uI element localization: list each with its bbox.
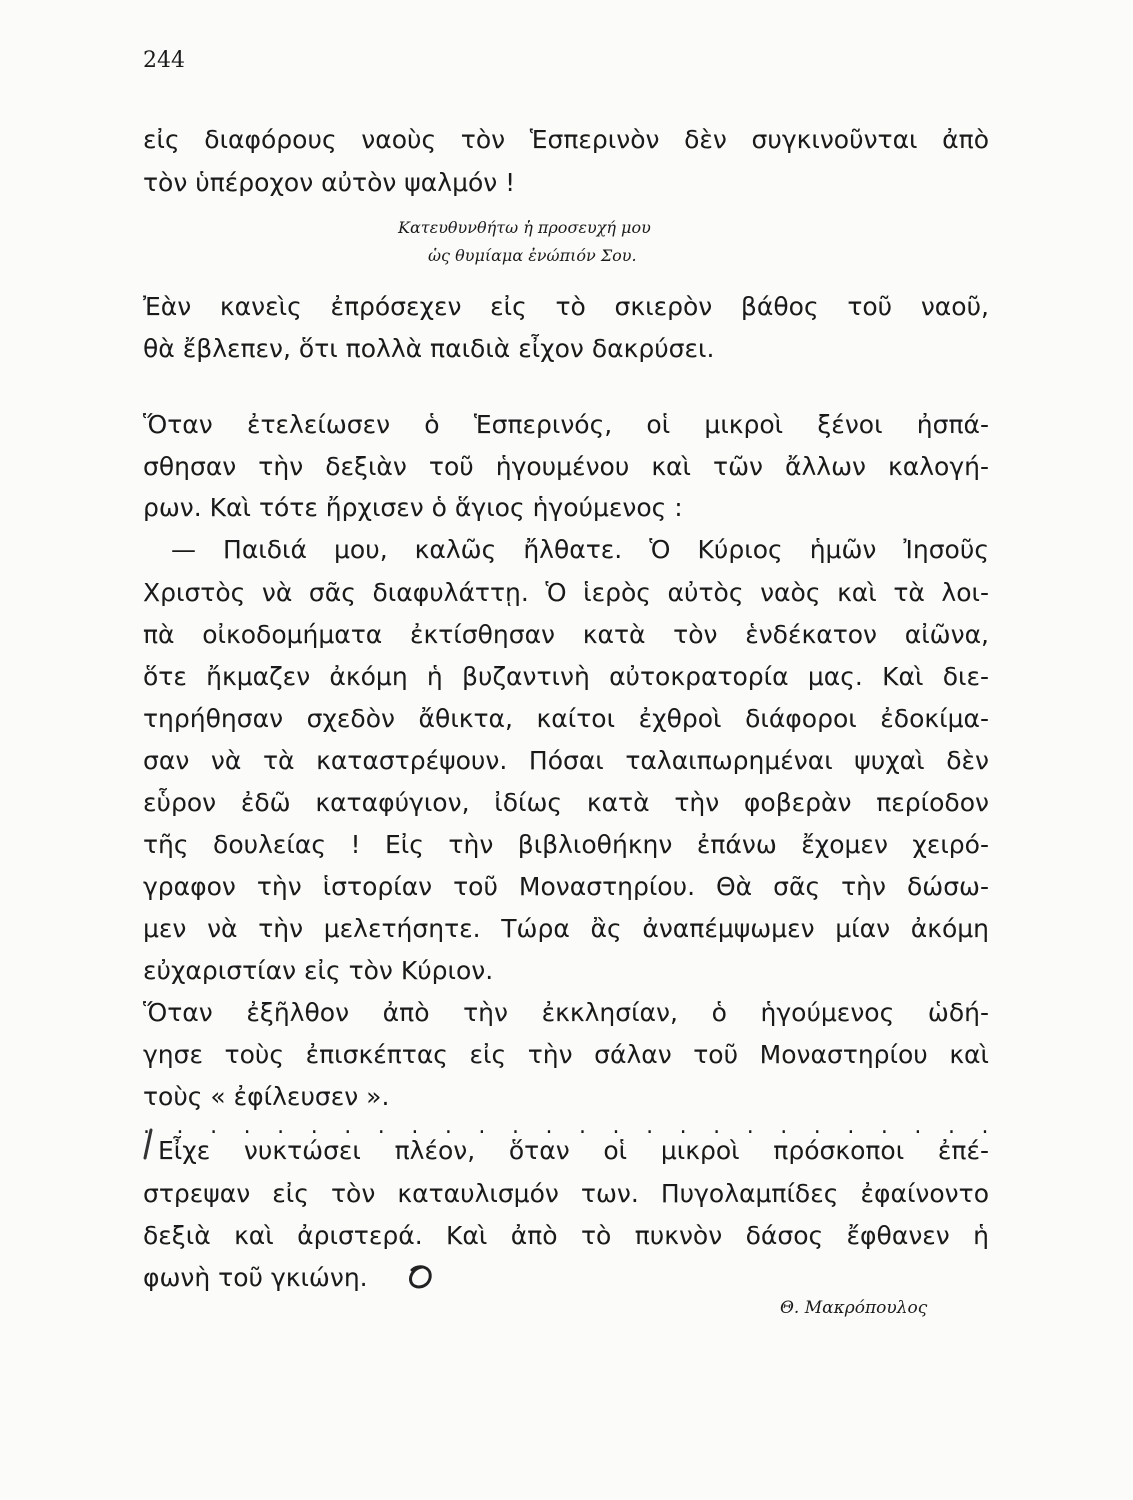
text-line: γησε τοὺς ἐπισκέπτας εἰς τὴν σάλαν τοῦ Μοναστηρίου καὶ bbox=[143, 1040, 989, 1069]
verse-line: ὡς θυμίαμα ἐνώπιόν Σου. bbox=[428, 246, 637, 265]
text-line: εὐχαριστίαν εἰς τὸν Κύριον. bbox=[143, 956, 494, 985]
text-line: τῆς δουλείας ! Εἰς τὴν βιβλιοθήκην ἐπάνω ἔχομεν χειρό- bbox=[143, 830, 989, 859]
text-line: φωνὴ τοῦ γκιώνη. bbox=[143, 1263, 368, 1292]
text-line: στρεψαν εἰς τὸν καταυλισμόν των. Πυγολαμπίδες ἐφαίνοντο bbox=[143, 1179, 989, 1208]
text-line: εἰς διαφόρους ναοὺς τὸν Ἑσπερινὸν δὲν συγκινοῦνται ἀπὸ bbox=[143, 125, 989, 154]
text-line: εὗρον ἐδῶ καταφύγιον, ἰδίως κατὰ τὴν φοβερὰν περίοδον bbox=[143, 788, 989, 817]
text-line: τοὺς « ἐφίλευσεν ». bbox=[143, 1082, 390, 1111]
text-line: Ἐὰν κανεὶς ἐπρόσεχεν εἰς τὸ σκιερὸν βάθος τοῦ ναοῦ, bbox=[143, 292, 989, 321]
text-line: τηρήθησαν σχεδὸν ἄθικτα, καίτοι ἐχθροὶ διάφοροι ἐδοκίμα- bbox=[143, 704, 989, 733]
text-line: δεξιὰ καὶ ἀριστερά. Καὶ ἀπὸ τὸ πυκνὸν δάσος ἔφθανεν ἡ bbox=[143, 1221, 989, 1250]
text-line: θὰ ἔβλεπεν, ὅτι πολλὰ παιδιὰ εἶχον δακρύσει. bbox=[143, 334, 715, 363]
text-line: ὅτε ἤκμαζεν ἀκόμη ἡ βυζαντινὴ αὐτοκρατορία μας. Καὶ διε- bbox=[143, 662, 989, 691]
text-line: Ὅταν ἐξῆλθον ἀπὸ τὴν ἐκκλησίαν, ὁ ἡγούμενος ὡδή- bbox=[143, 998, 989, 1027]
text-line: μεν νὰ τὴν μελετήσητε. Τώρα ἂς ἀναπέμψωμεν μίαν ἀκόμη bbox=[143, 914, 989, 943]
text-line: Ὅταν ἐτελείωσεν ὁ Ἑσπερινός, οἱ μικροὶ ξένοι ἠσπά- bbox=[143, 410, 989, 439]
text-line: σαν νὰ τὰ καταστρέψουν. Πόσαι ταλαιπωρημέναι ψυχαὶ δὲν bbox=[143, 746, 989, 775]
text-line: τὸν ὑπέροχον αὐτὸν ψαλμόν ! bbox=[143, 168, 516, 197]
author-signature: Θ. Μακρόπουλος bbox=[780, 1298, 928, 1318]
ellipsis-row: . . . . . . . . . . . . . . . . . . . . . . . . . . bbox=[143, 1114, 989, 1139]
text-line: γραφον τὴν ἱστορίαν τοῦ Μοναστηρίου. Θὰ σᾶς τὴν δώσω- bbox=[143, 872, 989, 901]
text-line: — Παιδιά μου, καλῶς ἤλθατε. Ὁ Κύριος ἡμῶν Ἰησοῦς bbox=[171, 535, 989, 564]
text-line: σθησαν τὴν δεξιὰν τοῦ ἡγουμένου καὶ τῶν ἄλλων καλογή- bbox=[143, 452, 989, 481]
text-line: Χριστὸς νὰ σᾶς διαφυλάττῃ. Ὁ ἱερὸς αὐτὸς ναὸς καὶ τὰ λοι- bbox=[143, 578, 989, 607]
page-number: 244 bbox=[143, 48, 185, 73]
text-line: ρων. Καὶ τότε ἤρχισεν ὁ ἅγιος ἡγούμενος : bbox=[143, 493, 683, 522]
pencil-mark-icon bbox=[142, 1128, 154, 1162]
handwritten-circle-icon bbox=[404, 1260, 436, 1294]
text-line: πὰ οἰκοδομήματα ἐκτίσθησαν κατὰ τὸν ἑνδέκατον αἰῶνα, bbox=[143, 620, 989, 649]
verse-line: Κατευθυνθήτω ἡ προσευχή μου bbox=[398, 218, 651, 237]
text-line: Εἶχε νυκτώσει πλέον, ὅταν οἱ μικροὶ πρόσκοποι ἐπέ- bbox=[158, 1136, 989, 1165]
